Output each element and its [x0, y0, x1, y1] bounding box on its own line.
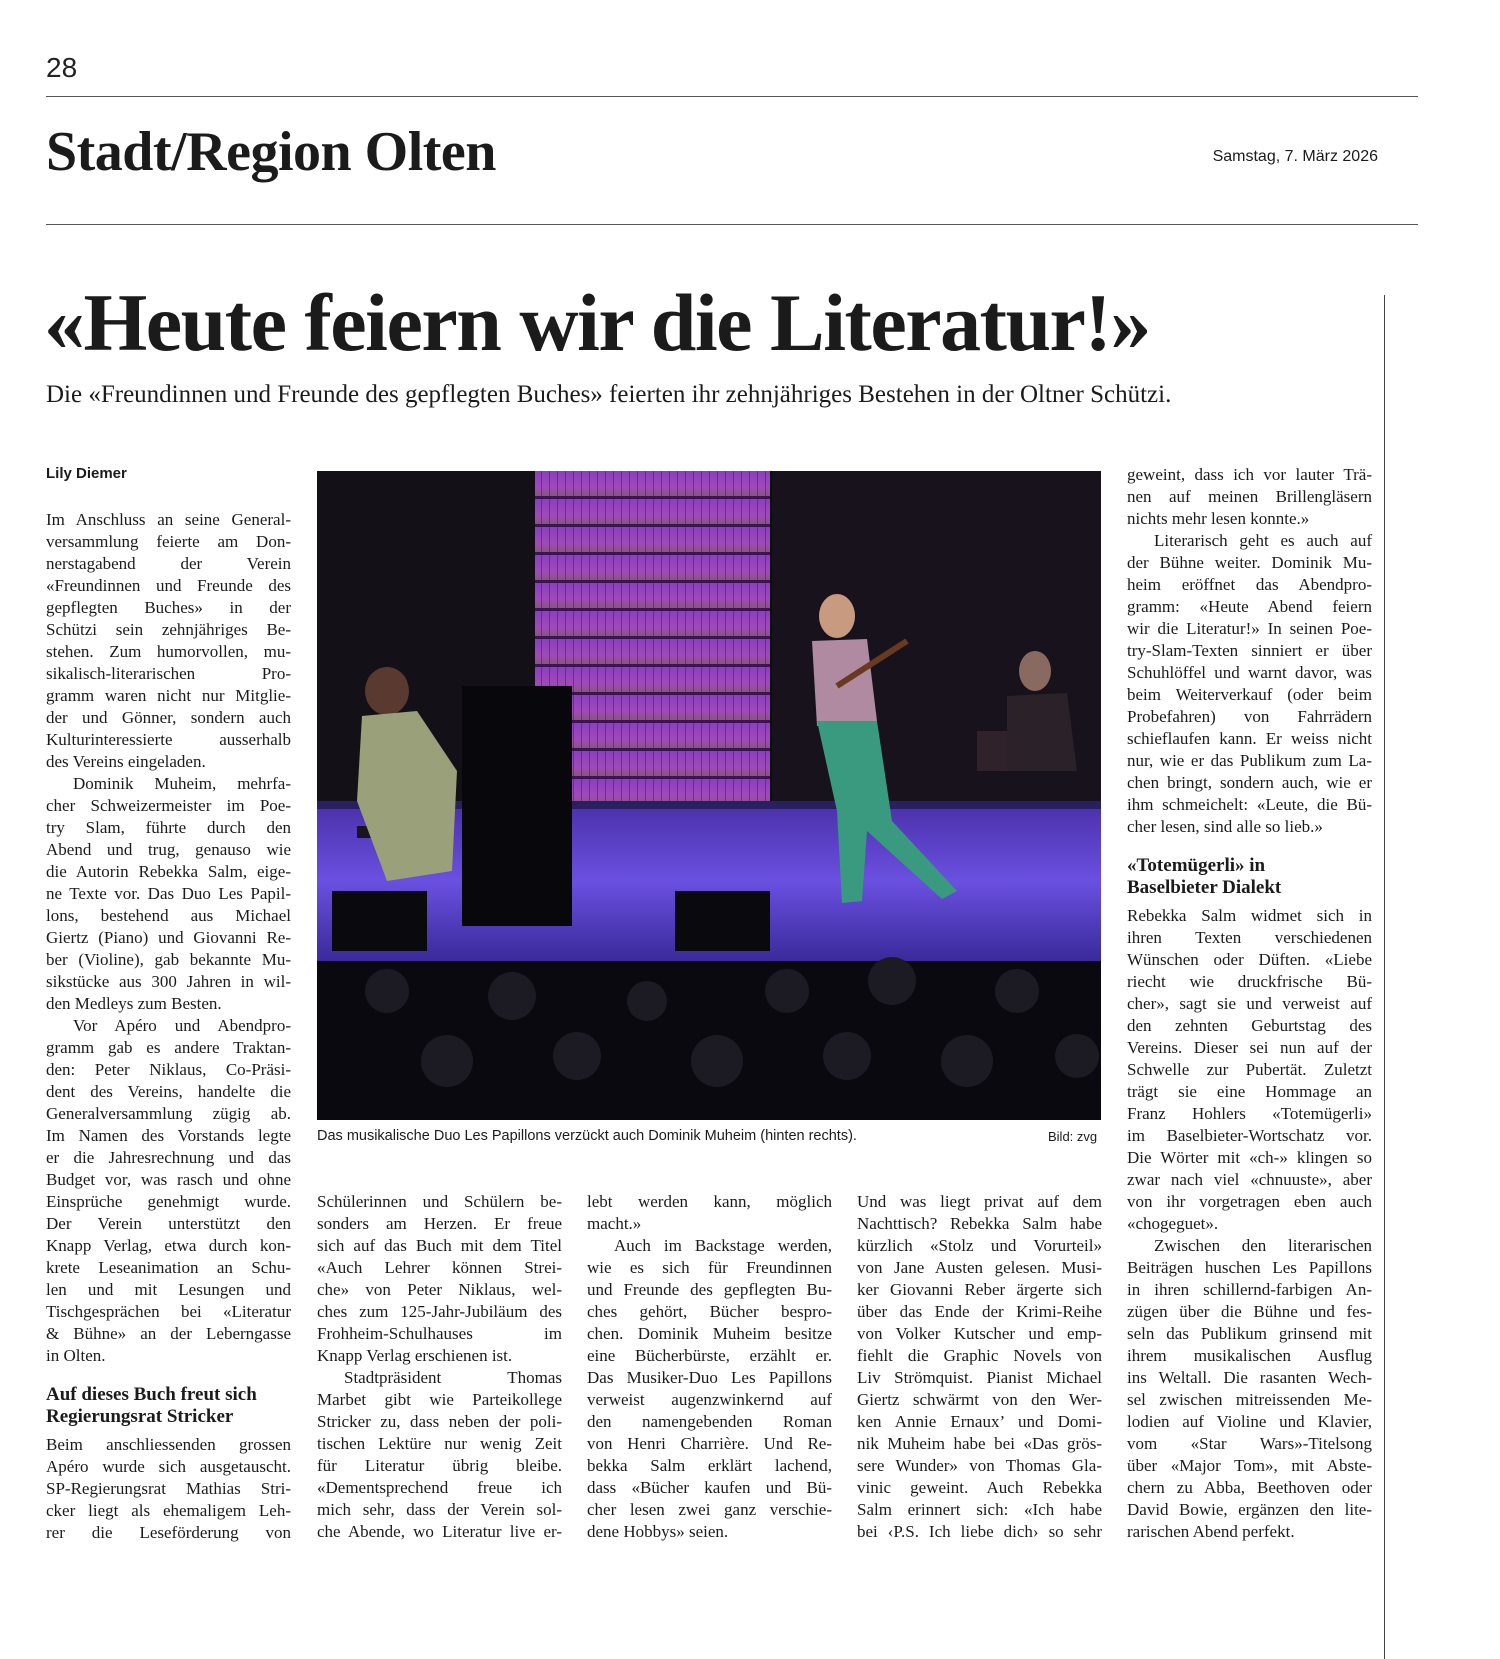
header-rule — [46, 224, 1418, 225]
text-line: der und Gönner, sondern auch — [46, 708, 291, 727]
article-column-1 — [46, 509, 291, 1544]
article-column-4 — [857, 1191, 1102, 1543]
text-line: SP-Regierungsrat Mathias Stri- — [46, 1479, 291, 1498]
text-line: seln das Publikum grinsend mit — [1127, 1324, 1372, 1343]
text-line: sikstücke aus 300 Jahren in wil- — [46, 972, 291, 991]
text-line: cher Schweizermeister im Poe- — [46, 796, 291, 815]
photo-caption: Das musikalische Duo Les Papillons verzückt auch Dominik Muheim (hinten rechts). — [317, 1128, 857, 1144]
text-line: Die Wörter mit «ch-» klingen so — [1127, 1148, 1372, 1167]
text-line: «Auch Lehrer können Strei- — [317, 1258, 562, 1277]
paragraph — [46, 1015, 291, 1367]
text-line: chen bringt, sondern auch, wie er — [1127, 773, 1372, 792]
article-headline: «Heute feiern wir die Literatur!» — [44, 277, 1150, 368]
text-line: Literarisch geht es auch auf — [1154, 531, 1372, 550]
paragraph — [1127, 464, 1372, 530]
text-line: «chogeguet». — [1127, 1214, 1219, 1233]
column-divider — [1384, 295, 1385, 1659]
text-line: gramm gab es andere Traktan- — [46, 1038, 291, 1057]
text-line: ne Texte vor. Das Duo Les Papil- — [46, 884, 291, 903]
text-line: gramm waren nicht nur Mitglie- — [46, 686, 291, 705]
text-line: bekka Salm erklärt lachend, — [587, 1456, 832, 1475]
text-line: lons, bestehend aus Michael — [46, 906, 291, 925]
text-line: Nachttisch? Rebekka Salm habe — [857, 1214, 1102, 1233]
text-line: Vereins. Dieser sei nun auf der — [1127, 1038, 1372, 1057]
text-line: dene Hobbys» seien. — [587, 1522, 729, 1541]
text-line: nik Muheim habe bei «Das grös- — [857, 1434, 1102, 1453]
text-line: Knapp Verlag erschienen ist. — [317, 1346, 513, 1365]
text-line: von Volker Kutscher und emp- — [857, 1324, 1102, 1343]
text-line: Knapp Verlag, etwa durch kon- — [46, 1236, 291, 1255]
text-line: lebt werden kann, möglich — [587, 1192, 832, 1211]
text-line: nen auf meinen Brillengläsern — [1127, 487, 1372, 506]
text-line: vinic geweint. Auch Rebekka — [857, 1478, 1102, 1497]
text-line: ken Annie Ernaux’ und Domi- — [857, 1412, 1102, 1431]
text-line: Wünschen oder Düften. «Liebe — [1127, 950, 1372, 969]
text-line: Vor Apéro und Abendpro- — [73, 1016, 291, 1035]
text-line: Beim anschliessenden grossen — [46, 1435, 291, 1454]
text-line: Schützi sein zehnjähriges Be- — [46, 620, 291, 639]
text-line: und Freunde des gepflegten Bu- — [587, 1280, 832, 1299]
text-line: in Olten. — [46, 1346, 106, 1365]
text-line: des Vereins eingeladen. — [46, 752, 206, 771]
text-line: gramm: «Heute Abend feiern — [1127, 597, 1372, 616]
text-line: Regierungsrat Stricker — [46, 1406, 234, 1427]
text-line: eine Bücherbürste, erzählt er. — [587, 1346, 832, 1365]
text-line: Rebekka Salm widmet sich in — [1127, 906, 1372, 925]
text-line: der Bühne weiter. Dominik Mu- — [1127, 553, 1372, 572]
text-line: len und mit Lesungen und — [46, 1280, 291, 1299]
text-line: den: Peter Niklaus, Co-Präsi- — [46, 1060, 291, 1079]
text-line: sel zwischen mitreissenden Me- — [1127, 1390, 1372, 1409]
text-line: Und was liegt privat auf dem — [857, 1192, 1102, 1211]
text-line: Einsprüche genehmigt wurde. — [46, 1192, 291, 1211]
text-line: dent des Vereins, handelte die — [46, 1082, 291, 1101]
author-byline: Lily Diemer — [46, 465, 127, 482]
text-line: schieflaufen kann. Er weiss nicht — [1127, 729, 1372, 748]
text-line: die Autorin Rebekka Salm, eige- — [46, 862, 291, 881]
text-line: try-Slam-Texten sinniert er über — [1127, 641, 1372, 660]
article-column-5 — [1127, 464, 1372, 1543]
text-line: ches zum 125-Jahr-Jubiläum des — [317, 1302, 562, 1321]
text-line: im Baselbieter-Wortschatz vor. — [1127, 1126, 1372, 1145]
photo-credit: Bild: zvg — [1048, 1129, 1098, 1144]
text-line: nerstagabend der Verein — [46, 554, 291, 573]
text-line: kürzlich «Stolz und Vorurteil» — [857, 1236, 1102, 1255]
text-line: den Medleys zum Besten. — [46, 994, 222, 1013]
text-line: ihren Texten verschiedenen — [1127, 928, 1372, 947]
text-line: Probefahren) von Fahrrädern — [1127, 707, 1372, 726]
article-column-3 — [587, 1191, 832, 1543]
text-line: Schwelle zur Pubertät. Zuletzt — [1127, 1060, 1372, 1079]
top-rule — [46, 96, 1418, 97]
text-line: krete Leseanimation an Schu- — [46, 1258, 291, 1277]
text-line: che» von Peter Niklaus, wel- — [317, 1280, 562, 1299]
text-line: Frohheim-Schulhauses im — [317, 1324, 562, 1343]
text-line: Auch im Backstage werden, — [614, 1236, 832, 1255]
text-line: stehen. Zum humorvollen, mu- — [46, 642, 291, 661]
text-line: dass «Bücher kaufen und Bü- — [587, 1478, 832, 1497]
text-line: ihrem musikalischen Ausflug — [1127, 1346, 1372, 1365]
paragraph — [857, 1191, 1102, 1543]
text-line: Das Musiker-Duo Les Papillons — [587, 1368, 832, 1387]
text-line: Stricker zu, dass neben der poli- — [317, 1412, 562, 1431]
text-line: Der Verein unterstützt den — [46, 1214, 291, 1233]
article-subtitle: Die «Freundinnen und Freunde des gepflegten Buches» feierten ihr zehnjähriges Bestehen in der Oltner Schützi. — [46, 381, 1172, 408]
text-line: Im Namen des Vorstands legte — [46, 1126, 291, 1145]
text-line: & Bühne» an der Leberngasse — [46, 1324, 291, 1343]
text-line: cher lesen, sind alle so lieb.» — [1127, 817, 1323, 836]
text-line: für Literatur übrig bleibe. — [317, 1456, 562, 1475]
text-line: cher lesen zwei ganz verschie- — [587, 1500, 832, 1519]
text-line: nichts mehr lesen konnte.» — [1127, 509, 1310, 528]
text-line: «Totemügerli» in — [1127, 855, 1266, 876]
text-line: ihm schmeichelt: «Leute, die Bü- — [1127, 795, 1372, 814]
text-line: er die Jahresrechnung und das — [46, 1148, 291, 1167]
text-line: versammlung feierte am Don- — [46, 532, 291, 551]
text-line: Beiträgen huschen Les Papillons — [1127, 1258, 1372, 1277]
text-line: Tischgesprächen bei «Literatur — [46, 1302, 291, 1321]
text-line: cker liegt als ehemaligem Leh- — [46, 1501, 291, 1520]
text-line: ber (Violine), gab bekannte Mu- — [46, 950, 291, 969]
text-line: Marbet gibt wie Parteikollege — [317, 1390, 562, 1409]
text-line: zügen über die Bühne und fes- — [1127, 1302, 1372, 1321]
text-line: chern zu Abba, Beethoven oder — [1127, 1478, 1372, 1497]
text-line: verweist augenzwinkernd auf — [587, 1390, 832, 1409]
text-line: lodien auf Violine und Klavier, — [1127, 1412, 1372, 1431]
text-line: ches gehört, Bücher bespro- — [587, 1302, 832, 1321]
text-line: Giertz schwärmt von den Wer- — [857, 1390, 1102, 1409]
text-line: rer die Leseförderung von — [46, 1523, 291, 1542]
text-line: Schülerinnen und Schülern be- — [317, 1192, 562, 1211]
text-line: vom «Star Wars»-Titelsong — [1127, 1434, 1372, 1453]
text-line: Franz Hohlers «Totemügerli» — [1127, 1104, 1372, 1123]
text-line: riecht wie druckfrische Bü- — [1127, 972, 1372, 991]
text-line: ins Weltall. Die rasanten Wech- — [1127, 1368, 1372, 1387]
text-line: beim Weiterverkauf (oder beim — [1127, 685, 1372, 704]
text-line: gepflegten Buches» in der — [46, 598, 291, 617]
page-number: 28 — [46, 52, 78, 83]
text-line: sonders am Herzen. Er freue — [317, 1214, 562, 1233]
paragraph — [1127, 1235, 1372, 1543]
text-line: «Freundinnen und Freunde des — [46, 576, 291, 595]
paragraph — [587, 1235, 832, 1543]
text-line: Zwischen den literarischen — [1154, 1236, 1372, 1255]
article-column-2 — [317, 1191, 562, 1543]
text-line: Kulturinteressierte ausserhalb — [46, 730, 291, 749]
text-line: macht.» — [587, 1214, 642, 1233]
text-line: mich sehr, dass der Verein sol- — [317, 1500, 562, 1519]
paragraph — [587, 1191, 832, 1235]
text-line: Generalversammlung zügig ab. — [46, 1104, 291, 1123]
text-line: über das Ende der Krimi-Reihe — [857, 1302, 1102, 1321]
text-line: cher», sagt sie und verweist auf — [1127, 994, 1372, 1013]
text-line: zwar nach viel «chnuuste», aber — [1127, 1170, 1372, 1189]
text-line: trägt sie eine Hommage an — [1127, 1082, 1372, 1101]
paragraph — [46, 1434, 291, 1544]
text-line: Im Anschluss an seine General- — [46, 510, 291, 529]
paragraph — [46, 509, 291, 773]
text-line: Schuhlöffel und warnt davor, was — [1127, 663, 1372, 682]
section-title: Stadt/Region Olten — [46, 121, 496, 183]
text-line: sikalisch-literarischen Pro- — [46, 664, 291, 683]
text-line: von Jane Austen gelesen. Musi- — [857, 1258, 1102, 1277]
text-line: Auf dieses Buch freut sich — [46, 1384, 257, 1405]
text-line: «Dementsprechend freue ich — [317, 1478, 562, 1497]
text-line: Liv Strömquist. Pianist Michael — [857, 1368, 1102, 1387]
text-line: sich auf das Buch mit dem Titel — [317, 1236, 562, 1255]
text-line: geweint, dass ich vor lauter Trä- — [1127, 465, 1372, 484]
subheading — [46, 1384, 291, 1428]
text-line: nur, wie er das Publikum zum La- — [1127, 751, 1372, 770]
text-line: bei ‹P.S. Ich liebe dich› so sehr — [857, 1522, 1102, 1541]
text-line: von Henri Charrière. Und Re- — [587, 1434, 832, 1453]
text-line: Giertz (Piano) und Giovanni Re- — [46, 928, 291, 947]
text-line: wir die Literatur!» In seinen Poe- — [1127, 619, 1372, 638]
text-line: Stadtpräsident Thomas — [344, 1368, 562, 1387]
text-line: fiehlt die Graphic Novels von — [857, 1346, 1102, 1365]
text-line: David Bowie, ergänzen den lite- — [1127, 1500, 1372, 1519]
text-line: wie es sich für Freundinnen — [587, 1258, 832, 1277]
issue-date: Samstag, 7. März 2026 — [1212, 148, 1378, 165]
paragraph — [1127, 905, 1372, 1235]
text-line: den namengebenden Roman — [587, 1412, 832, 1431]
text-line: den zehnten Geburtstag des — [1127, 1016, 1372, 1035]
text-line: Baselbieter Dialekt — [1127, 877, 1282, 898]
text-line: Salm erinnert sich: «Ich habe — [857, 1500, 1102, 1519]
text-line: heim eröffnet das Abendpro- — [1127, 575, 1372, 594]
text-line: von ihr vorgetragen eben auch — [1127, 1192, 1372, 1211]
paragraph — [1127, 530, 1372, 838]
text-line: sere Wunder» von Thomas Gla- — [857, 1456, 1102, 1475]
text-line: try Slam, führte durch den — [46, 818, 291, 837]
text-line: Budget vor, was rasch und ohne — [46, 1170, 291, 1189]
text-line: chen. Dominik Muheim besitze — [587, 1324, 832, 1343]
paragraph — [317, 1191, 562, 1367]
text-line: in ihren schillernd-farbigen An- — [1127, 1280, 1372, 1299]
text-line: über «Major Tom», mit Abste- — [1127, 1456, 1372, 1475]
article-photo — [317, 471, 1101, 1120]
text-line: tischen Lektüre nur wenig Zeit — [317, 1434, 562, 1453]
text-line: Dominik Muheim, mehrfa- — [73, 774, 291, 793]
text-line: Abend und trug, genauso wie — [46, 840, 291, 859]
paragraph — [46, 773, 291, 1015]
text-line: ker Giovanni Reber ärgerte sich — [857, 1280, 1102, 1299]
subheading — [1127, 855, 1372, 899]
text-line: Apéro wurde sich ausgetauscht. — [46, 1457, 291, 1476]
text-line: rarischen Abend perfekt. — [1127, 1522, 1295, 1541]
text-line: che Abende, wo Literatur live er- — [317, 1522, 562, 1541]
concert-stage-image — [317, 471, 1101, 1120]
paragraph — [317, 1367, 562, 1543]
